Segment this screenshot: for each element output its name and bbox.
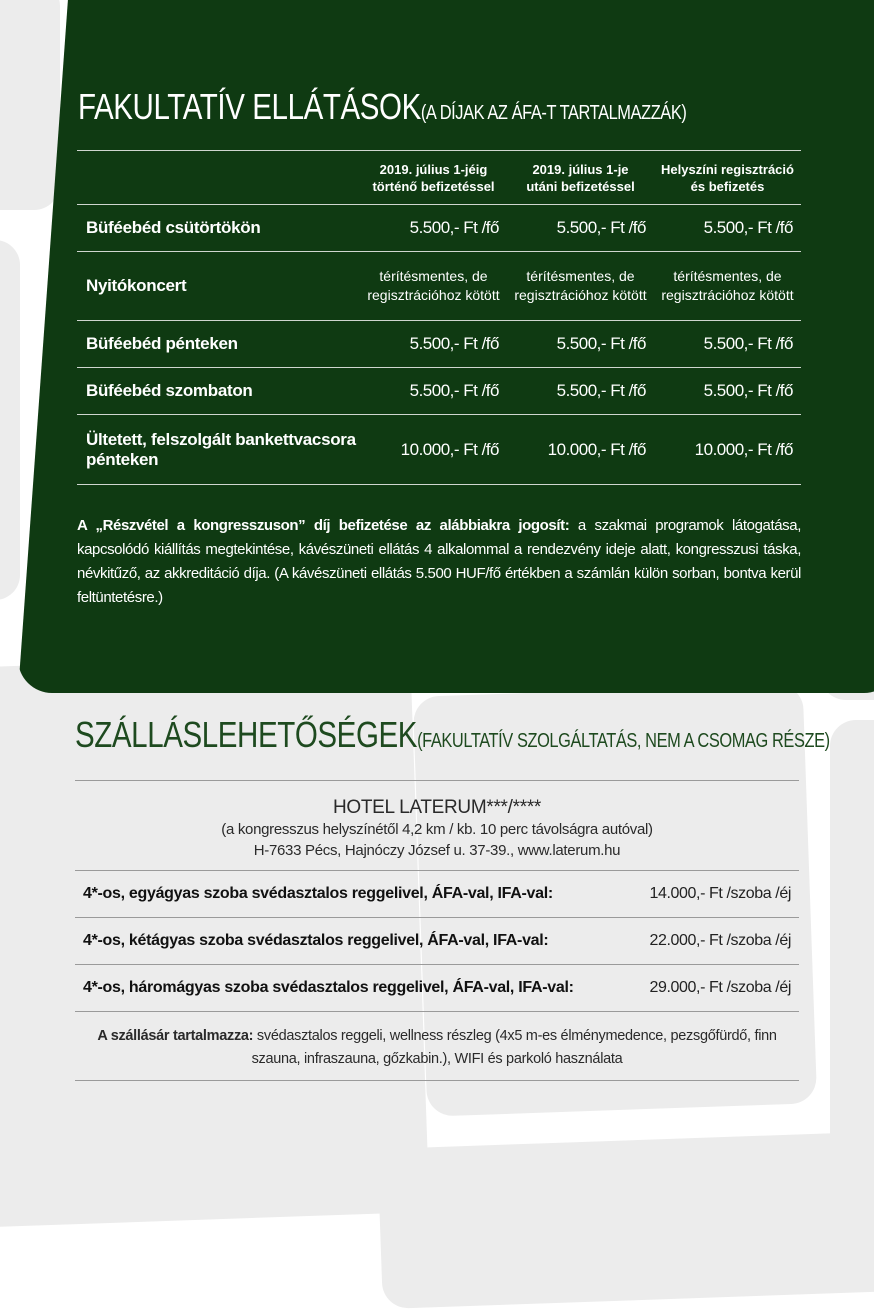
room-price: 29.000,- Ft /szoba /éj (649, 979, 791, 996)
price-cell: térítésmentes, de regisztrációhoz kötött (507, 252, 654, 321)
row-label: Büféebéd pénteken (77, 321, 360, 368)
room-name: 4*-os, egyágyas szoba svédasztalos reggelivel, ÁFA-val, IFA-val: (83, 885, 553, 902)
table-row (77, 205, 801, 252)
room-price: 14.000,- Ft /szoba /éj (649, 885, 791, 902)
row-label: Büféebéd szombaton (77, 368, 360, 415)
hotel-distance: (a kongresszus helyszínétől 4,2 km / kb. 10 perc távolságra autóval) (221, 821, 653, 838)
price-cell: 5.500,- Ft /fő (507, 368, 654, 415)
table-row (77, 415, 801, 485)
background-tile (377, 1131, 874, 1309)
room-row (75, 918, 799, 965)
fees-table (77, 150, 801, 485)
price-cell: 5.500,- Ft /fő (654, 321, 801, 368)
header-col-2: 2019. július 1-je utáni befizetéssel (507, 151, 654, 205)
price-cell: 5.500,- Ft /fő (654, 368, 801, 415)
table-row (77, 368, 801, 415)
price-cell: 5.500,- Ft /fő (360, 205, 507, 252)
room-row (75, 871, 799, 918)
row-label: Büféebéd csütörtökön (77, 205, 360, 252)
divider (75, 1080, 799, 1081)
row-label: Nyitókoncert (77, 252, 360, 321)
divider (75, 780, 799, 781)
table-header-row (77, 151, 801, 205)
section-title-szallas: SZÁLLÁSLEHETŐSÉGEK(FAKULTATÍV SZOLGÁLTATÁS, NEM A CSOMAG RÉSZE) (75, 714, 830, 755)
table-row (77, 321, 801, 368)
price-cell: 10.000,- Ft /fő (654, 415, 801, 485)
price-cell: 5.500,- Ft /fő (654, 205, 801, 252)
header-col-1: 2019. július 1-jéig történő befizetéssel (360, 151, 507, 205)
accommodation-block (75, 780, 799, 1081)
price-cell: 5.500,- Ft /fő (360, 321, 507, 368)
background-tile (0, 0, 60, 210)
header-empty (77, 151, 360, 205)
section-title-fakultativ: FAKULTATÍV ELLÁTÁSOK(A DÍJAK AZ ÁFA-T TARTALMAZZÁK) (78, 86, 687, 127)
price-cell: térítésmentes, de regisztrációhoz kötött (654, 252, 801, 321)
participation-note: A „Részvétel a kongresszuson” díj befizetése az alábbiakra jogosít: a szakmai programok látogatása, kapcsolódó kiállítás megtekintése, kávészüneti ellátás 4 alkalommal a rendezvény ideje alatt, kongresszusi táska, névkitűző, az akkreditáció díja. (A kávészüneti ellátás 5.500 HUF/fő értékben a számlán külön sorban, bontva kerül feltüntetésre.) (77, 517, 801, 606)
price-cell: 5.500,- Ft /fő (507, 321, 654, 368)
room-price: 22.000,- Ft /szoba /éj (649, 932, 791, 949)
background-tile (830, 720, 874, 1160)
price-includes: A szállásár tartalmazza: svédasztalos reggeli, wellness részleg (4x5 m-es élménymedence, pezsgőfürdő, finn szauna, infraszauna, gőzkabin.), WIFI és parkoló használata (97, 1028, 777, 1067)
price-cell: térítésmentes, de regisztrációhoz kötött (360, 252, 507, 321)
price-cell: 10.000,- Ft /fő (360, 415, 507, 485)
background-tile (0, 240, 20, 600)
table-row (77, 252, 801, 321)
room-name: 4*-os, háromágyas szoba svédasztalos reggelivel, ÁFA-val, IFA-val: (83, 979, 574, 996)
price-cell: 10.000,- Ft /fő (507, 415, 654, 485)
room-row (75, 965, 799, 1012)
price-cell: 5.500,- Ft /fő (507, 205, 654, 252)
hotel-name: HOTEL LATERUM***/**** (332, 797, 542, 818)
row-label: Ültetett, felszolgált bankettvacsora pénteken (77, 415, 360, 485)
room-name: 4*-os, kétágyas szoba svédasztalos reggelivel, ÁFA-val, IFA-val: (83, 932, 549, 949)
header-col-3: Helyszíni regisztráció és befizetés (654, 151, 801, 205)
price-cell: 5.500,- Ft /fő (360, 368, 507, 415)
hotel-address: H-7633 Pécs, Hajnóczy József u. 37-39., www.laterum.hu (253, 842, 621, 859)
